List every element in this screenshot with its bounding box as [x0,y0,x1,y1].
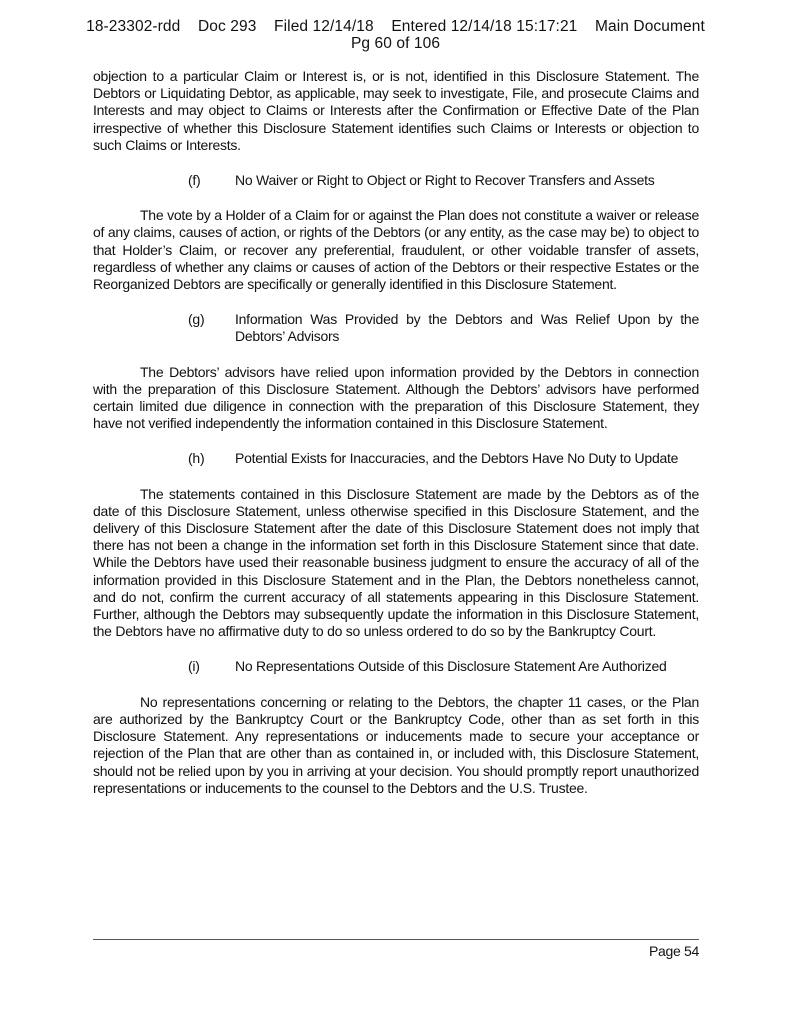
paragraph-i: No representations concerning or relating to the Debtors, the chapter 11 cases, or the Plan are authorized by the Bankruptcy Court or the Bankruptcy Code, other than as set forth in this Disclosure Statement. Any representations or inducements made to secure your acceptance or rejection of the Plan that are other than as contained in, or included with, this Disclosure Statement, should not be relied upon by you in arriving at your decision. You should promptly report unauthorized representations or inducements to the counsel to the Debtors and the U.S. Trustee. [93,693,699,796]
section-heading-g [93,311,699,345]
section-heading-h [93,450,699,467]
section-title: Potential Exists for Inaccuracies, and the Debtors Have No Duty to Update [235,450,679,467]
section-label: (i) [188,658,200,675]
section-title: No Waiver or Right to Object or Right to Recover Transfers and Assets [235,172,655,189]
document-body [93,68,699,797]
paragraph-intro: objection to a particular Claim or Interest is, or is not, identified in this Disclosure Statement. The Debtors or Liquidating Debtor, as applicable, may seek to investigate, File, and prosecute Claims and Interests and may object to Claims or Interests after the Confirmation or Effective Date of the Plan irrespective of whether this Disclosure Statement identifies such Claims or Interests or objection to such Claims or Interests. [93,68,699,153]
section-heading-i [93,658,699,675]
paragraph-g: The Debtors’ advisors have relied upon information provided by the Debtors in connection with the preparation of this Disclosure Statement. Although the Debtors’ advisors have performed certain limited due diligence in connection with the preparation of this Disclosure Statement, they have not verified independently the information contained in this Disclosure Statement. [93,363,699,432]
section-heading-f [93,172,699,189]
section-label: (h) [188,450,205,467]
footer-divider [93,939,699,940]
court-filing-header [0,18,791,52]
section-title: No Representations Outside of this Disclosure Statement Are Authorized [235,658,667,675]
paragraph-h: The statements contained in this Disclosure Statement are made by the Debtors as of the date of this Disclosure Statement, unless otherwise specified in this Disclosure Statement, and the delivery of this Disclosure Statement after the date of this Disclosure Statement does not imply that there has not been a change in the information set forth in this Disclosure Statement since that date. While the Debtors have used their reasonable business judgment to ensure the accuracy of all of the information provided in this Disclosure Statement and in the Plan, the Debtors nonetheless cannot, and do not, confirm the current accuracy of all statements appearing in this Disclosure Statement. Further, although the Debtors may subsequently update the information in this Disclosure Statement, the Debtors have no affirmative duty to do so unless ordered to do so by the Bankruptcy Court. [93,485,699,640]
paragraph-f: The vote by a Holder of a Claim for or against the Plan does not constitute a waiver or release of any claims, causes of action, or rights of the Debtors (or any entity, as the case may be) to object to that Holder’s Claim, or recover any preferential, fraudulent, or other voidable transfer of assets, regardless of whether any claims or causes of action of the Debtors or their respective Estates or the Reorganized Debtors are specifically or generally identified in this Disclosure Statement. [93,207,699,293]
section-title: Information Was Provided by the Debtors and Was Relief Upon by the Debtors’ Advisors [235,311,699,345]
filing-page-count: Pg 60 of 106 [350,35,441,52]
section-label: (g) [188,311,205,328]
filing-header-line: 18-23302-rdd Doc 293 Filed 12/14/18 Entered 12/14/18 15:17:21 Main Document [86,18,705,35]
page-number: Page 54 [648,943,699,959]
section-label: (f) [188,172,201,189]
